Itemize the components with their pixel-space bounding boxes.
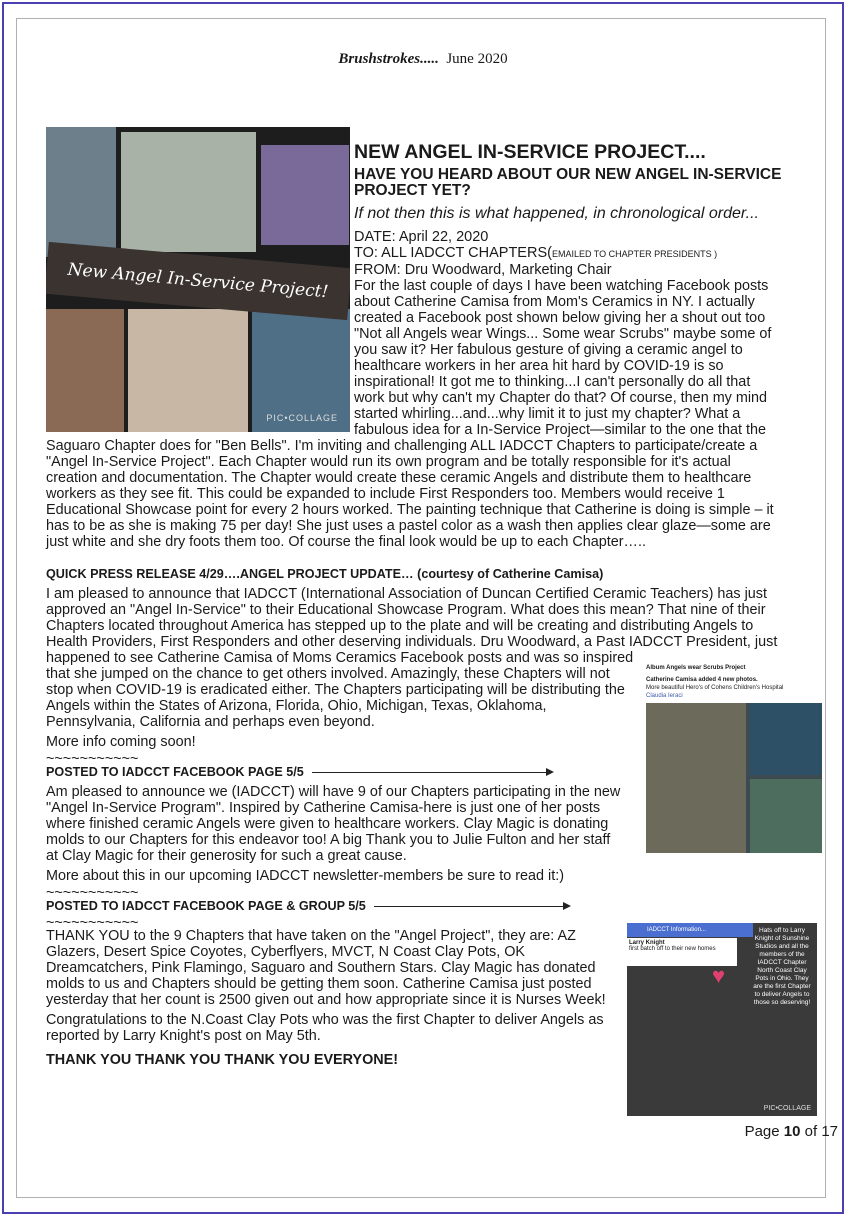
fb-group-bar: IADCCT Information... [627,923,753,937]
angel-collage-image [46,127,350,432]
divider: ~~~~~~~~~~~ [46,885,139,901]
post1-heading [46,764,638,780]
page-label: Page [744,1123,784,1140]
post1-heading-text: POSTED TO IADCCT FACEBOOK PAGE 5/5 [46,765,304,779]
heart-icon: ♥ [712,963,726,988]
memo-date: DATE: April 22, 2020 [354,229,489,245]
article-title: NEW ANGEL IN-SERVICE PROJECT.... [354,141,706,163]
memo-to-note: EMAILED TO CHAPTER PRESIDENTS ) [551,249,718,259]
press-more-info: More info coming soon! [46,734,196,750]
memo-from: FROM: Dru Woodward, Marketing Chair [354,262,612,278]
thank-you-line: THANK YOU THANK YOU THANK YOU EVERYONE! [46,1052,399,1068]
collage-watermark: PIC•COLLAGE [266,413,338,423]
fb-user: Larry Knight [629,940,665,946]
page-number [745,1123,838,1140]
arrow-icon [312,772,552,773]
fb-photos [646,703,822,853]
fb-tag: Claudia Ieraci [646,693,683,699]
larry-knight-post-screenshot [627,923,817,1116]
collage-watermark: PIC•COLLAGE [763,1105,811,1112]
newsletter-header [0,51,846,68]
fb-caption: first batch off to their new homes [629,946,716,952]
publication-name: Brushstrokes..... [338,51,439,67]
article-lead: If not then this is what happened, in chronological order... [354,205,759,222]
fb-album: Album Angels wear Scrubs Project [646,665,746,671]
article-body: For the last couple of days I have been watching Facebook posts about Catherine Camisa from Mom's Ceramics in NY. I actually created a Facebook post shown below giving her a shout out too "Not all Angels wear Wings... Some wear Scrubs" maybe some of you saw it? Her fabulous gesture of giving a ceramic angel to healthcare workers in her area hit hard by COVID-19 is so inspirational! It got me to thinking...I can't personally do all that work but why can't my Chapter do that? Of course, then my mind started whirling...and...why limit it to just my chapter? What a fabulous idea for a In-Service Project—similar to the one that the Saguaro Chapter does for "Ben Bells". I'm inviting and challenging ALL IADCCT Chapters to participate/create a "Angel In-Service Project". Each Chapter would run its own program and be totally responsible for it's actual creation and documentation. The Chapter would create these ceramic Angels and distribute them to healthcare workers as they see fit. This could be expanded to include First Responders too. Members would receive 1 Educational Showcase point for every 2 hours worked. The painting technique that Catherine is doing is simple – it has to be as she is making 75 per day! She just uses a pastel color as a wash then applies clear glaze—some are just white and she dry foots them too. Of course the final look would be up to each Chapter….. [46,278,774,550]
fb-caption: More beautiful Hero's of Cohens Children's Hospital [646,685,784,691]
fb-user: Catherine Camisa added 4 new photos. [646,677,758,683]
arrow-icon [374,906,569,907]
issue-date: June 2020 [446,51,508,67]
page-total: of 17 [800,1123,838,1140]
post2-body: THANK YOU to the 9 Chapters that have taken on the "Angel Project", they are: AZ Glazers, Desert Spice Coyotes, Cyberflyers, MVCT, N Coast Clay Pots, OK Dreamcatchers, Pink Flamingo, Saguaro and Southern Stars. Clay Magic has donated molds to us and Chapters should be getting them soon. Catherine Camisa just posted yesterday that her count is 2500 given out and how appropriate since it is Nurses Week! [46,928,606,1008]
post2-heading [46,898,782,914]
divider: ~~~~~~~~~~~ [46,915,139,931]
article-subtitle: HAVE YOU HEARD ABOUT OUR NEW ANGEL IN-SERVICE PROJECT YET? [354,166,782,199]
page-current: 10 [783,1123,801,1140]
post1-body: Am pleased to announce we (IADCCT) will have 9 of our Chapters participating in the new "Angel In-Service Program". Inspired by Catherine Camisa-here is just one of her posts where finished ceramic Angels were given to healthcare workers. Clay Magic is donating molds to our Chapters for this endeavor too! A big Thank you to Julie Fulton and her staff at Clay Magic for their generosity for such a great cause. [46,784,621,864]
collage-banner: New Angel In-Service Project! [46,242,350,320]
post2-congrats: Congratulations to the N.Coast Clay Pots who was the first Chapter to deliver Angels as reported by Larry Knight's post on May 5th. [46,1012,604,1044]
fb-note: Hats off to Larry Knight of Sunshine Studios and all the members of the IADCCT Chapter North Coast Clay Pots in Ohio. They are the first Chapter to deliver Angels to those so deserving! [753,927,811,1006]
divider: ~~~~~~~~~~~ [46,751,139,767]
memo-to-text: TO: ALL IADCCT CHAPTERS( [354,245,552,261]
facebook-post-screenshot [646,664,822,853]
post1-more: More about this in our upcoming IADCCT newsletter-members be sure to read it:) [46,868,565,884]
post2-heading-text: POSTED TO IADCCT FACEBOOK PAGE & GROUP 5/5 [46,899,366,913]
press-release-body: I am pleased to announce that IADCCT (International Association of Duncan Certified Ceramic Teachers) has just approved an "Angel In-Service" to their Educational Showcase Program. What does this mean? That nine of their Chapters located throughout America has stepped up to the plate and will be creating and distributing Angels to Health Providers, First Responders and other deserving individuals. Dru Woodward, a Past IADCCT President, just happened to see Catherine Camisa of Moms Ceramics Facebook posts and was so inspired that she jumped on the chance to get others involved. Amazingly, these Chapters will not stop when COVID-19 is eradicated either. The Chapters participating will be distributing the Angels within the States of Arizona, Florida, Ohio, Michigan, Texas, Oklahoma, Pennsylvania, California and perhaps even beyond. [46,586,778,730]
press-release-heading: QUICK PRESS RELEASE 4/29….ANGEL PROJECT UPDATE… (courtesy of Catherine Camisa) [46,567,604,581]
